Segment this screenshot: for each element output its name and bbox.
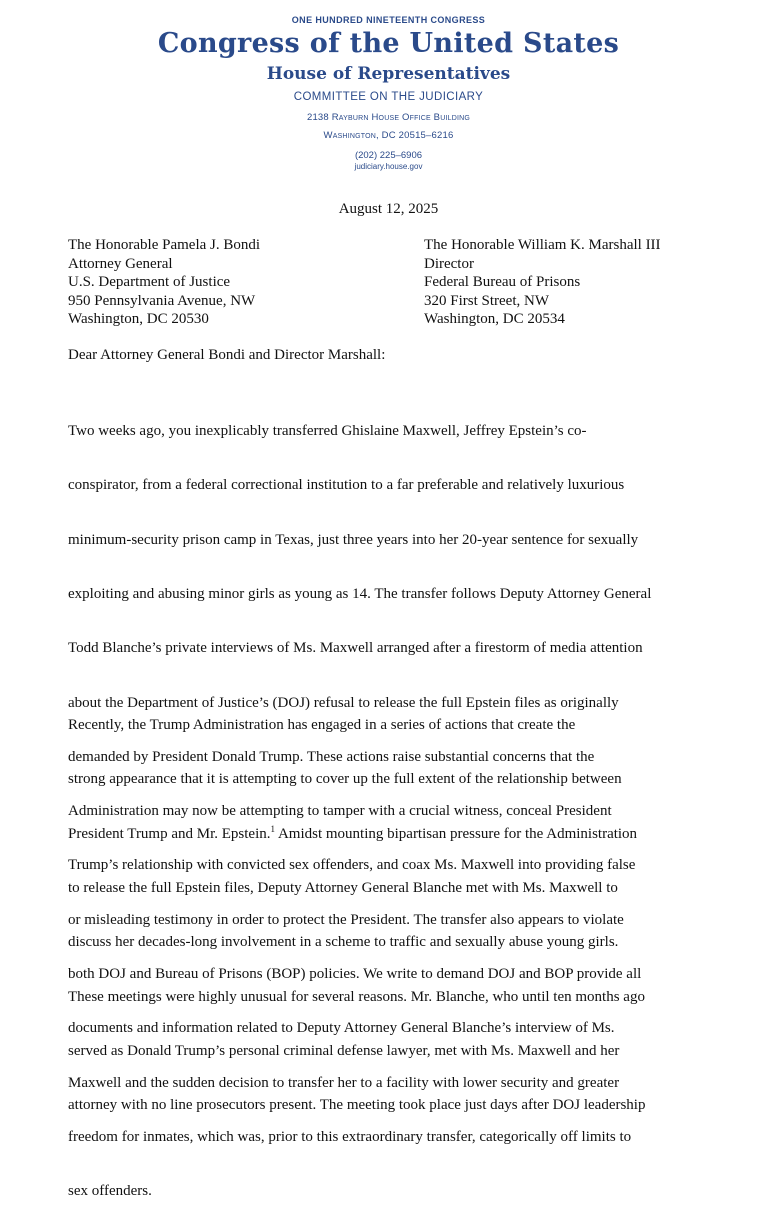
paragraph-text: President Trump and Mr. Epstein. [68,825,271,842]
paragraph-text: Amidst mounting bipartisan pressure for the Administration [275,825,638,842]
paragraph-line: exploiting and abusing minor girls as young as 14. The transfer follows Deputy Attorney General [68,586,652,603]
recipient-left-line: U.S. Department of Justice [68,274,231,291]
paragraph-line: minimum-security prison camp in Texas, just three years into her 20-year sentence for sexually [68,531,639,548]
paragraph-line: Trump’s relationship with convicted sex offenders, and coax Ms. Maxwell into providing false [68,857,636,874]
recipient-right [424,236,661,329]
recipient-left-line: 950 Pennsylvania Avenue, NW [68,292,256,309]
paragraph-line: Two weeks ago, you inexplicably transferred Ghislaine Maxwell, Jeffrey Epstein’s co- [68,423,587,440]
paragraph-line: served as Donald Trump’s personal criminal defense lawyer, met with Ms. Maxwell and her [68,1042,620,1059]
paragraph-line: demanded by President Donald Trump. These actions raise substantial concerns that the [68,748,595,765]
paragraph-line: Recently, the Trump Administration has engaged in a series of actions that create the [68,717,576,734]
paragraph-line: discuss her decades-long involvement in a scheme to traffic and sexually abuse young girls. [68,934,619,951]
body-paragraph-2 [68,680,710,1132]
paragraph-line: or misleading testimony in order to protect the President. The transfer also appears to violate [68,911,624,928]
paragraph-line: These meetings were highly unusual for several reasons. Mr. Blanche, who until ten months ago [68,988,645,1005]
paragraph-line: freedom for inmates, which was, prior to this extraordinary transfer, categorically off limits to [68,1128,632,1145]
recipient-right-line: Director [424,255,474,272]
office-address-line1: 2138 Rayburn House Office Building [306,112,471,123]
paragraph-line: both DOJ and Bureau of Prisons (BOP) policies. We write to demand DOJ and BOP provide all [68,966,642,982]
office-address-line2: Washington, DC 20515–6216 [323,130,454,141]
paragraph-line: sex offenders. [68,1183,152,1200]
office-phone: (202) 225–6906 [354,150,423,161]
recipient-right-line: The Honorable William K. Marshall III [424,237,661,253]
recipient-left-line: The Honorable Pamela J. Bondi [68,237,261,253]
paragraph-line: to release the full Epstein files, Deputy Attorney General Blanche met with Ms. Maxwell to [68,880,618,897]
recipient-right-line: Washington, DC 20534 [424,311,565,328]
letter-date: August 12, 2025 [338,201,439,217]
office-website: judiciary.house.gov [354,162,423,171]
house-title: House of Representatives [266,64,511,84]
paragraph-line: strong appearance that it is attempting to cover up the full extent of the relationship between [68,771,622,788]
footnote-marker[interactable]: 1 [270,823,276,834]
recipient-left-line: Attorney General [68,255,173,272]
paragraph-line: Todd Blanche’s private interviews of Ms. Maxwell arranged after a firestorm of media attention [68,640,643,657]
paragraph-line [68,825,710,843]
paragraph-line: conspirator, from a federal correctional institution to a far preferable and relatively luxurious [68,477,625,494]
paragraph-line: Administration may now be attempting to tamper with a crucial witness, conceal President [68,803,612,820]
congress-number: ONE HUNDRED NINETEENTH CONGRESS [291,15,486,25]
paragraph-line: documents and information related to Deputy Attorney General Blanche’s interview of Ms. [68,1020,615,1037]
recipient-left-line: Washington, DC 20530 [68,311,209,328]
committee-name: COMMITTEE ON THE JUDICIARY [293,91,484,103]
paragraph-line: attorney with no line prosecutors present. The meeting took place just days after DOJ leadership [68,1097,646,1114]
recipient-right-line: 320 First Street, NW [424,292,549,309]
paragraph-line: about the Department of Justice’s (DOJ) refusal to release the full Epstein files as originally [68,694,619,711]
recipient-right-line: Federal Bureau of Prisons [424,274,581,291]
paragraph-line: Maxwell and the sudden decision to transfer her to a facility with lower security and greater [68,1074,620,1091]
congress-title: Congress of the United States [157,28,620,59]
salutation: Dear Attorney General Bondi and Director Marshall: [68,347,386,363]
recipient-left [68,236,260,329]
